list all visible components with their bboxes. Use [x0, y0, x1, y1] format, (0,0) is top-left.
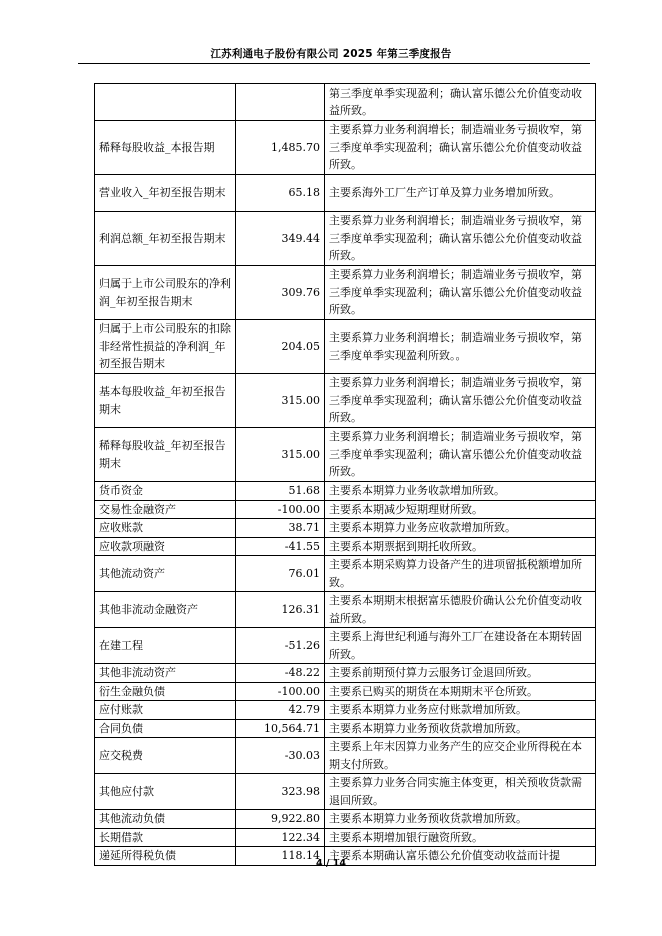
- row-item-name: 归属于上市公司股东的扣除非经常性损益的净利润_年初至报告期末: [95, 320, 236, 374]
- row-item-name: 归属于上市公司股东的净利润_年初至报告期末: [95, 266, 236, 320]
- row-change-value: [236, 84, 325, 121]
- row-change-reason: 主要系算力业务合同实施主体变更，相关预收货款需退回所致。: [325, 774, 596, 810]
- table-row: [95, 682, 596, 701]
- row-change-reason: 主要系本期期末根据富乐德股价确认公允价值变动收益所致。: [325, 592, 596, 628]
- row-change-value: -48.22: [236, 664, 325, 683]
- row-change-reason: 主要系本期确认富乐德公允价值变动收益而计提: [325, 847, 596, 866]
- table-row: [95, 664, 596, 683]
- table-row: [95, 774, 596, 810]
- row-change-reason: 主要系海外工厂生产订单及算力业务增加所致。: [325, 175, 596, 212]
- row-change-value: -100.00: [236, 500, 325, 519]
- row-change-value: -100.00: [236, 682, 325, 701]
- row-item-name: [95, 84, 236, 121]
- row-change-value: 76.01: [236, 556, 325, 592]
- row-item-name: 在建工程: [95, 628, 236, 664]
- row-change-reason: 主要系本期算力业务预收货款增加所致。: [325, 810, 596, 829]
- row-change-reason: 第三季度单季实现盈利；确认富乐德公允价值变动收益所致。: [325, 84, 596, 121]
- row-item-name: 应收账款: [95, 519, 236, 538]
- row-item-name: 其他流动资产: [95, 556, 236, 592]
- row-change-reason: 主要系前期预付算力云服务订金退回所致。: [325, 664, 596, 683]
- table-row: [95, 266, 596, 320]
- row-item-name: 递延所得税负债: [95, 847, 236, 866]
- row-change-value: 10,564.71: [236, 719, 325, 738]
- table-row: [95, 828, 596, 847]
- table-row: [95, 719, 596, 738]
- row-change-reason: 主要系本期算力业务收款增加所致。: [325, 482, 596, 501]
- row-change-reason: 主要系算力业务利润增长；制造端业务亏损收窄，第三季度单季实现盈利；确认富乐德公允价值变动收益所致。: [325, 428, 596, 482]
- page-header-title: 江苏利通电子股份有限公司 2025 年第三季度报告: [210, 48, 452, 60]
- row-change-value: 42.79: [236, 701, 325, 720]
- row-change-value: 65.18: [236, 175, 325, 212]
- row-item-name: 其他流动负债: [95, 810, 236, 829]
- table-row: [95, 592, 596, 628]
- table-row: [95, 701, 596, 720]
- table-row: [95, 519, 596, 538]
- row-change-value: 118.14: [236, 847, 325, 866]
- row-change-reason: 主要系上年末因算力业务产生的应交企业所得税在本期支付所致。: [325, 738, 596, 774]
- row-change-reason: 主要系本期采购算力设备产生的进项留抵税额增加所致。: [325, 556, 596, 592]
- row-item-name: 衍生金融负债: [95, 682, 236, 701]
- row-change-reason: 主要系已购买的期货在本期期末平仓所致。: [325, 682, 596, 701]
- row-change-value: 38.71: [236, 519, 325, 538]
- row-change-value: 9,922.80: [236, 810, 325, 829]
- row-item-name: 营业收入_年初至报告期末: [95, 175, 236, 212]
- row-item-name: 长期借款: [95, 828, 236, 847]
- row-change-value: 1,485.70: [236, 121, 325, 175]
- row-change-value: 315.00: [236, 428, 325, 482]
- table-row: [95, 121, 596, 175]
- row-change-value: 51.68: [236, 482, 325, 501]
- header-rule: [78, 63, 590, 64]
- table-row: [95, 374, 596, 428]
- table-row: [95, 810, 596, 829]
- table-row: [95, 320, 596, 374]
- row-item-name: 其他应付款: [95, 774, 236, 810]
- row-item-name: 稀释每股收益_本报告期: [95, 121, 236, 175]
- row-change-reason: 主要系算力业务利润增长；制造端业务亏损收窄，第三季度单季实现盈利；确认富乐德公允价值变动收益所致。: [325, 212, 596, 266]
- table-row: [95, 738, 596, 774]
- row-change-value: 122.34: [236, 828, 325, 847]
- row-change-reason: 主要系本期算力业务应收款增加所致。: [325, 519, 596, 538]
- row-item-name: 稀释每股收益_年初至报告期末: [95, 428, 236, 482]
- table-row: [95, 175, 596, 212]
- row-item-name: 其他非流动资产: [95, 664, 236, 683]
- row-change-value: 126.31: [236, 592, 325, 628]
- row-item-name: 利润总额_年初至报告期末: [95, 212, 236, 266]
- row-change-value: 323.98: [236, 774, 325, 810]
- row-change-reason: 主要系本期减少短期理财所致。: [325, 500, 596, 519]
- table-row: [95, 537, 596, 556]
- table-row: [95, 628, 596, 664]
- row-change-reason: 主要系算力业务利润增长；制造端业务亏损收窄，第三季度单季实现盈利；确认富乐德公允价值变动收益所致。: [325, 121, 596, 175]
- row-change-reason: 主要系本期票据到期托收所致。: [325, 537, 596, 556]
- row-change-value: 204.05: [236, 320, 325, 374]
- row-change-value: 349.44: [236, 212, 325, 266]
- table-row: [95, 84, 596, 121]
- row-change-reason: 主要系上海世纪利通与海外工厂在建设备在本期转固所致。: [325, 628, 596, 664]
- row-item-name: 应交税费: [95, 738, 236, 774]
- table-row: [95, 212, 596, 266]
- row-change-reason: 主要系本期算力业务应付账款增加所致。: [325, 701, 596, 720]
- row-change-value: -51.26: [236, 628, 325, 664]
- row-change-value: -41.55: [236, 537, 325, 556]
- row-change-value: 309.76: [236, 266, 325, 320]
- row-item-name: 其他非流动金融资产: [95, 592, 236, 628]
- table-row: [95, 482, 596, 501]
- table-row: [95, 500, 596, 519]
- row-item-name: 交易性金融资产: [95, 500, 236, 519]
- row-item-name: 货币资金: [95, 482, 236, 501]
- row-change-reason: 主要系算力业务利润增长；制造端业务亏损收窄，第三季度单季实现盈利；确认富乐德公允价值变动收益所致。: [325, 266, 596, 320]
- table-row: [95, 428, 596, 482]
- table-row: [95, 556, 596, 592]
- row-change-reason: 主要系算力业务利润增长；制造端业务亏损收窄，第三季度单季实现盈利；确认富乐德公允价值变动收益所致。: [325, 374, 596, 428]
- row-item-name: 应收款项融资: [95, 537, 236, 556]
- row-change-reason: 主要系本期增加银行融资所致。: [325, 828, 596, 847]
- row-item-name: 合同负债: [95, 719, 236, 738]
- row-item-name: 应付账款: [95, 701, 236, 720]
- row-change-value: -30.03: [236, 738, 325, 774]
- row-item-name: 基本每股收益_年初至报告期末: [95, 374, 236, 428]
- page-number: 4 / 14: [316, 858, 346, 869]
- change-reason-table: [94, 83, 596, 866]
- row-change-value: 315.00: [236, 374, 325, 428]
- row-change-reason: 主要系本期算力业务预收货款增加所致。: [325, 719, 596, 738]
- row-change-reason: 主要系算力业务利润增长；制造端业务亏损收窄，第三季度单季实现盈利所致。。: [325, 320, 596, 374]
